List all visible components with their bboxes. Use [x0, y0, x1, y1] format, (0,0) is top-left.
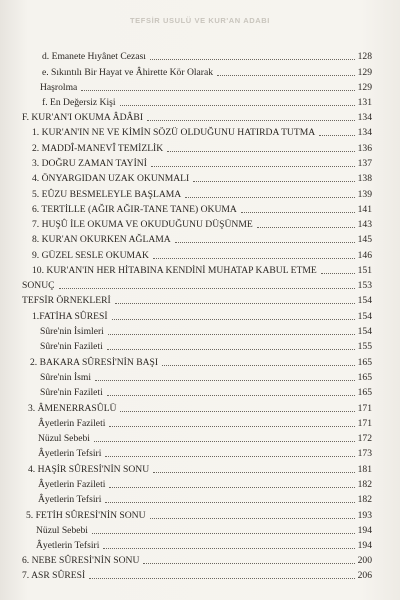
toc-entry [38, 492, 372, 506]
toc-entry-title: 1. KUR'AN'IN NE VE KİMİN SÖZÜ OLDUĞUNU HATIRDA TUTMA [32, 127, 316, 138]
toc-entry-page-number: 165 [357, 357, 372, 368]
toc-entry [32, 232, 372, 246]
toc-entry [40, 339, 372, 353]
toc-entry-title: Sûre'nin Fazileti [40, 387, 103, 398]
toc-entry-page-number: 146 [357, 250, 372, 261]
toc-entry-page-number: 141 [357, 204, 372, 215]
toc-leader-dots [105, 456, 354, 457]
toc-leader-dots [153, 472, 354, 473]
toc-entry [40, 324, 372, 338]
toc-entry-title: Sûre'nin Fazileti [40, 341, 103, 352]
toc-leader-dots [241, 212, 355, 213]
toc-entry [40, 80, 372, 94]
toc-entry-title: Nüzul Sebebi [36, 525, 88, 536]
toc-entry-page-number: 136 [357, 143, 372, 154]
toc-leader-dots [185, 197, 354, 198]
toc-entry-title: 1.FATİHA SÛRESİ [32, 311, 108, 322]
toc-entry-title: Âyetlerin Tefsiri [38, 494, 102, 505]
toc-entry-title: 6. NEBE SÛRESİ'NİN SONU [22, 555, 140, 566]
toc-entry-title: 5. FETİH SÛRESİ'NİN SONU [26, 510, 146, 521]
toc-entry [38, 446, 372, 460]
toc-leader-dots [107, 395, 355, 396]
toc-entry [40, 370, 372, 384]
toc-leader-dots [115, 303, 355, 304]
toc-leader-dots [95, 380, 355, 381]
toc-leader-dots [150, 518, 355, 519]
toc-entry-page-number: 139 [357, 189, 372, 200]
toc-entry-title: SONUÇ [22, 280, 55, 291]
toc-entry-page-number: 131 [357, 97, 372, 108]
toc-leader-dots [150, 59, 355, 60]
toc-entry-page-number: 173 [357, 448, 372, 459]
toc-leader-dots [103, 548, 354, 549]
toc-entry [32, 171, 372, 185]
toc-entry-page-number: 154 [357, 326, 372, 337]
toc-entry-title: 2. MADDÎ-MANEVÎ TEMİZLİK [32, 143, 164, 154]
toc-entry-title: Âyetlerin Tefsiri [38, 448, 102, 459]
toc-entry-page-number: 182 [357, 479, 372, 490]
toc-entry-page-number: 145 [357, 234, 372, 245]
toc-entry [22, 568, 372, 582]
toc-entry [38, 416, 372, 430]
toc-entry [32, 263, 372, 277]
toc-entry-page-number: 200 [357, 555, 372, 566]
toc-entry-title: 3. DOĞRU ZAMAN TAYİNİ [32, 158, 147, 169]
toc-leader-dots [151, 166, 355, 167]
toc-leader-dots [175, 242, 355, 243]
toc-entry [32, 125, 372, 139]
toc-entry-page-number: 165 [357, 372, 372, 383]
toc-entry-title: e. Sıkıntılı Bir Hayat ve Âhirette Kör Olarak [42, 67, 214, 78]
toc-leader-dots [257, 227, 355, 228]
toc-entry-title: Sûre'nin İsmi [40, 372, 92, 383]
toc-leader-dots [143, 563, 354, 564]
toc-entry-title: 3. ÂMENERRASÛLÜ [28, 403, 117, 414]
toc-entry-page-number: 128 [357, 51, 372, 62]
toc-entry [32, 248, 372, 262]
toc-entry-title: 5. EÛZU BESMELEYLE BAŞLAMA [32, 189, 182, 200]
toc-entry-page-number: 171 [357, 418, 372, 429]
toc-entry [32, 309, 372, 323]
toc-leader-dots [81, 90, 354, 91]
toc-entry [30, 355, 372, 369]
toc-leader-dots [94, 441, 355, 442]
toc-leader-dots [162, 365, 355, 366]
toc-leader-dots [147, 120, 355, 121]
toc-entry-title: 4. ÖNYARGIDAN UZAK OKUNMALI [32, 173, 190, 184]
running-header: TEFSİR USULÜ VE KUR'AN ADABI [130, 16, 270, 25]
toc-entry-page-number: 129 [357, 67, 372, 78]
toc-entry [32, 156, 372, 170]
toc-entry-page-number: 154 [357, 311, 372, 322]
toc-leader-dots [321, 273, 355, 274]
toc-leader-dots [59, 288, 355, 289]
toc-leader-dots [217, 75, 355, 76]
toc-leader-dots [319, 135, 354, 136]
toc-entry-title: 9. GÜZEL SESLE OKUMAK [32, 250, 149, 261]
toc-entry [40, 385, 372, 399]
toc-entry [26, 508, 372, 522]
toc-entry [42, 95, 372, 109]
toc-entry-title: 10. KUR'AN'IN HER HİTABINA KENDİNİ MUHATAP KABUL ETME [32, 265, 317, 276]
toc-entry-page-number: 194 [357, 540, 372, 551]
toc-entry-title: 6. TERTİLLE (AĞIR AĞIR-TANE TANE) OKUMA [32, 204, 237, 215]
toc-entry-title: Âyetlerin Tefsiri [36, 540, 100, 551]
toc-entry [22, 278, 372, 292]
toc-entry [22, 553, 372, 567]
toc-leader-dots [153, 258, 355, 259]
toc-entry-page-number: 165 [357, 387, 372, 398]
toc-entry-title: F. KUR'AN'I OKUMA ÂDÂBI [22, 112, 144, 123]
toc-entry-page-number: 134 [357, 127, 372, 138]
toc-entry-page-number: 182 [357, 494, 372, 505]
toc-leader-dots [193, 181, 354, 182]
toc-leader-dots [89, 578, 354, 579]
toc-entry [22, 110, 372, 124]
toc-leader-dots [109, 426, 354, 427]
toc-entry-page-number: 181 [357, 464, 372, 475]
toc-entry-page-number: 137 [357, 158, 372, 169]
toc-entry-page-number: 171 [357, 403, 372, 414]
toc-entry-title: 4. HAŞİR SÛRESİ'NİN SONU [28, 464, 150, 475]
toc-entry [32, 141, 372, 155]
toc-leader-dots [120, 105, 355, 106]
toc-entry-page-number: 129 [357, 82, 372, 93]
toc-entry [28, 462, 372, 476]
toc-leader-dots [167, 151, 354, 152]
toc-entry-title: f. En Değersiz Kişi [42, 97, 116, 108]
toc-entry [38, 477, 372, 491]
toc-leader-dots [109, 487, 354, 488]
toc-entry-title: Haşrolma [40, 82, 78, 93]
toc-entry [36, 523, 372, 537]
toc-entry [38, 431, 372, 445]
toc-entry-title: Âyetlerin Fazileti [38, 418, 106, 429]
toc-entry-page-number: 134 [357, 112, 372, 123]
toc-entry-title: 7. HUŞÛ İLE OKUMA VE OKUDUĞUNU DÜŞÜNME [32, 219, 253, 230]
toc-entry [22, 293, 372, 307]
toc-entry-title: Sûre'nin İsimleri [40, 326, 104, 337]
toc-entry-page-number: 172 [357, 433, 372, 444]
toc-entry-page-number: 138 [357, 173, 372, 184]
toc-entry-page-number: 155 [357, 341, 372, 352]
toc-entry [42, 49, 372, 63]
toc-entry-page-number: 153 [357, 280, 372, 291]
toc-entry-title: 8. KUR'AN OKURKEN AĞLAMA [32, 234, 171, 245]
toc-leader-dots [112, 319, 355, 320]
toc-entry [42, 65, 372, 79]
toc-leader-dots [105, 502, 354, 503]
toc-entry-page-number: 206 [357, 570, 372, 581]
toc-entry-title: TEFSİR ÖRNEKLERİ [22, 295, 111, 306]
toc-leader-dots [108, 334, 355, 335]
toc-entry-title: 2. BAKARA SÛRESİ'NİN BAŞI [30, 357, 159, 368]
toc-entry [36, 538, 372, 552]
toc-entry-page-number: 193 [357, 510, 372, 521]
toc-leader-dots [107, 349, 355, 350]
toc-entry [28, 401, 372, 415]
toc-entry [32, 217, 372, 231]
toc-entry-page-number: 194 [357, 525, 372, 536]
toc-entry [32, 202, 372, 216]
toc-entry-title: 7. ASR SÛRESİ [22, 570, 86, 581]
toc-leader-dots [92, 533, 355, 534]
toc-entry-title: d. Emanete Hıyânet Cezası [42, 51, 146, 62]
toc-entry-title: Nüzul Sebebi [38, 433, 90, 444]
toc-entry-page-number: 143 [357, 219, 372, 230]
toc-entry [32, 187, 372, 201]
toc-entry-page-number: 151 [357, 265, 372, 276]
toc-entry-page-number: 154 [357, 295, 372, 306]
toc-entry-title: Âyetlerin Fazileti [38, 479, 106, 490]
toc-leader-dots [120, 411, 354, 412]
